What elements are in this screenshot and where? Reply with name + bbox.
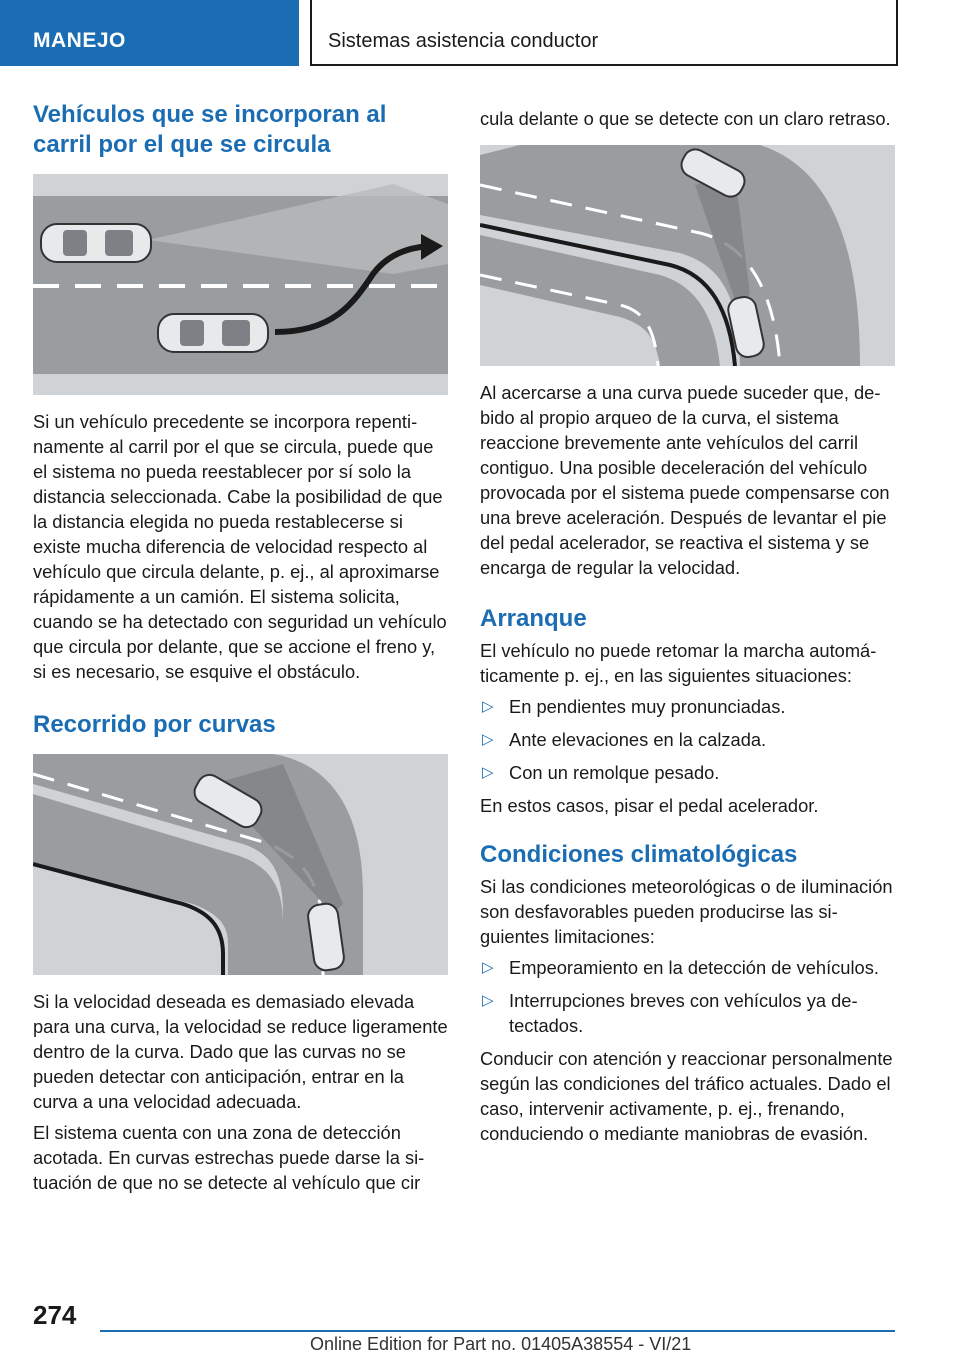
paragraph-weather-intro: Si las condiciones meteorológicas o de iluminación son desfavorables pueden producirse las siguientes limitaciones: xyxy=(480,876,893,947)
heading-start: Arranque xyxy=(480,605,587,632)
section-tab xyxy=(0,0,299,66)
list-item: ▷ Con un remolque pesado. xyxy=(482,762,720,783)
paragraph-start-action: En estos casos, pisar el pedal acelerador. xyxy=(480,795,819,816)
paragraph-curve-speed: Si la velocidad deseada es demasiado elevada para una curva, la velocidad se reduce ligeramente dentro de la curva. Dado que las curvas no se pueden detectar con anticipación, entrar en la curva a una velocidad adecuada. xyxy=(33,991,448,1112)
paragraph-detection-zone: El sistema cuenta con una zona de detección acotada. En curvas estrechas puede darse la situación de que no se detecte al vehículo que cir xyxy=(33,1122,425,1193)
chapter-header xyxy=(310,0,898,66)
heading-merging-vehicles: Vehículos que se incorporan al carril por el que se circula xyxy=(33,101,387,158)
list-item: ▷ Ante elevaciones en la calzada. xyxy=(482,729,767,750)
footer-divider xyxy=(100,1330,895,1332)
list-item: ▷ Empeoramiento en la detección de vehículos. xyxy=(482,957,879,978)
list-item: ▷ Interrupciones breves con vehículos ya detectados. xyxy=(482,990,858,1036)
paragraph-detection-continued: cula delante o que se detecte con un claro retraso. xyxy=(480,108,891,129)
chapter-title: Sistemas asistencia conductor xyxy=(328,30,599,52)
paragraph-weather-action: Conducir con atención y reaccionar personalmente según las condiciones del tráfico actuales. Dado el caso, intervenir activamente, p. ej., frenando, conduciendo o mediante maniobras de evasión. xyxy=(480,1048,893,1144)
paragraph-merging: Si un vehículo precedente se incorpora repentinamente al carril por el que se circula, puede que el sistema no pueda reestablecer por sí solo la distancia seleccionada. Cabe la posibilidad de que la distancia elegida no pueda restablecerse si existe mucha diferencia de velocidad respecto al vehículo que circula delante, p. ej., al aproximarse rápidamente a un camión. El sistema solicita, cuando se ha detectado con seguridad un vehículo que circula por delante, que se accione el freno y, si es necesario, se esquive el obstáculo. xyxy=(33,411,447,682)
start-situations-list xyxy=(480,694,896,785)
right-column xyxy=(480,106,896,1152)
curve-figure xyxy=(33,754,448,975)
triangle-bullet-icon: ▷ xyxy=(482,698,494,715)
section-title: MANEJO xyxy=(33,29,126,52)
paragraph-start-intro: El vehículo no puede retomar la marcha automáticamente p. ej., en las siguientes situaciones: xyxy=(480,640,877,686)
list-item: ▷ En pendientes muy pronunciadas. xyxy=(482,696,786,717)
triangle-bullet-icon: ▷ xyxy=(482,959,494,976)
car-merging-icon xyxy=(158,314,268,352)
heading-weather: Condiciones climatológicas xyxy=(480,841,798,868)
triangle-bullet-icon: ▷ xyxy=(482,731,494,748)
edition-footer: Online Edition for Part no. 01405A38554 - VI/21 xyxy=(310,1334,692,1354)
page-number: 274 xyxy=(33,1300,77,1330)
triangle-bullet-icon: ▷ xyxy=(482,992,494,1009)
left-column xyxy=(33,100,449,1201)
merging-vehicle-figure xyxy=(33,174,448,395)
triangle-bullet-icon: ▷ xyxy=(482,764,494,781)
weather-limitations-list xyxy=(480,955,896,1038)
adjacent-lane-curve-figure xyxy=(480,145,895,366)
heading-curves: Recorrido por curvas xyxy=(33,711,276,738)
car-front-icon xyxy=(41,224,151,262)
paragraph-adjacent-lane: Al acercarse a una curva puede suceder que, debido al propio arqueo de la curva, el sistema reaccione brevemente ante vehículos del carril contiguo. Una posible deceleración del vehículo provocada por el sistema puede compensarse con una breve aceleración. Después de levantar el pie del pedal acelerador, se reactiva el sistema y se encarga de regular la velocidad. xyxy=(480,382,890,578)
